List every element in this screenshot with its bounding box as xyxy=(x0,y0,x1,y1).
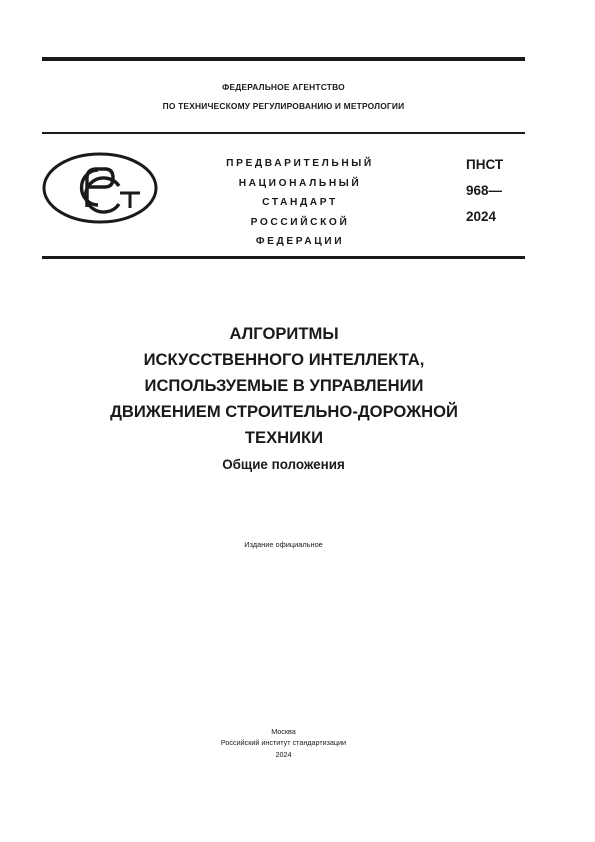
title-line: ТЕХНИКИ xyxy=(244,428,324,447)
agency-name-line2: ПО ТЕХНИЧЕСКОМУ РЕГУЛИРОВАНИЮ И МЕТРОЛОГИИ xyxy=(162,101,405,111)
standard-number-line: ПНСТ xyxy=(466,157,504,172)
standard-type-line: РОССИЙСКОЙ xyxy=(250,216,350,228)
standard-type-line: ПРЕДВАРИТЕЛЬНЫЙ xyxy=(226,158,374,169)
footer-publisher: Российский институт стандартизации xyxy=(220,738,347,748)
header-divider xyxy=(42,132,525,134)
document-title xyxy=(40,321,528,451)
gost-r-logo-icon xyxy=(42,152,158,224)
standard-type xyxy=(200,154,400,252)
footer-year: 2024 xyxy=(275,749,292,759)
title-line: ИСКУССТВЕННОГО ИНТЕЛЛЕКТА, xyxy=(143,350,425,369)
agency-name-line1: ФЕДЕРАЛЬНОЕ АГЕНТСТВО xyxy=(222,82,345,92)
title-line: ДВИЖЕНИЕМ СТРОИТЕЛЬНО-ДОРОЖНОЙ xyxy=(110,402,458,421)
top-rule xyxy=(42,57,525,61)
title-line: АЛГОРИТМЫ xyxy=(229,324,339,343)
title-divider xyxy=(42,256,525,259)
publisher-footer xyxy=(42,726,525,760)
standard-number-line: 2024 xyxy=(466,209,497,224)
edition-note: Издание официальное xyxy=(244,540,323,549)
standard-number xyxy=(466,152,503,230)
standard-type-line: ФЕДЕРАЦИИ xyxy=(255,236,345,248)
standard-type-line: СТАНДАРТ xyxy=(262,197,338,209)
title-line: ИСПОЛЬЗУЕМЫЕ В УПРАВЛЕНИИ xyxy=(144,376,424,395)
standard-type-line: НАЦИОНАЛЬНЫЙ xyxy=(238,177,362,189)
document-subtitle: Общие положения xyxy=(222,457,345,472)
standard-number-line: 968— xyxy=(466,183,503,198)
footer-city: Москва xyxy=(271,727,296,736)
